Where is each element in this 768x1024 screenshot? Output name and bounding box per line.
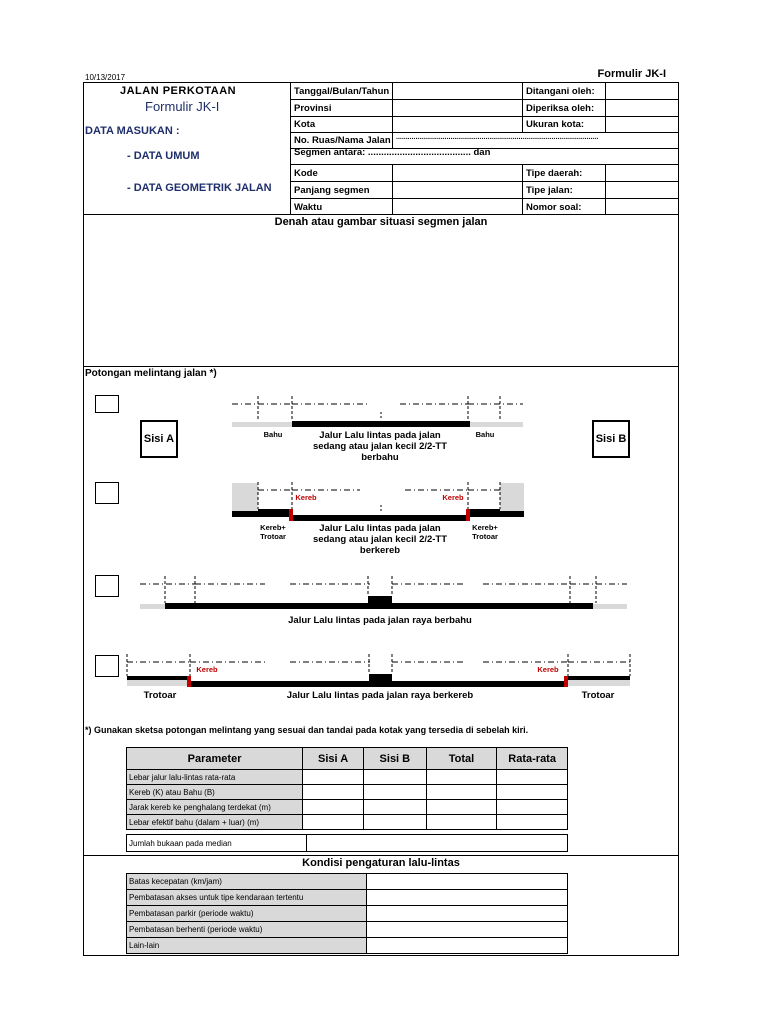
table-row [127,770,568,785]
cell-input[interactable] [497,770,568,785]
kereb-raya-right: Kereb [537,665,559,674]
kondisi-input[interactable] [367,906,568,922]
label-data-geometrik: - DATA GEOMETRIK JALAN [127,182,272,194]
title-formulir: Formulir JK-I [145,99,220,114]
label-tipe-jalan: Tipe jalan: [526,185,573,196]
caption-4: Jalur Lalu lintas pada jalan raya berkereb [286,690,474,701]
table-row [127,874,568,890]
bahu-left-label: Bahu [263,430,283,439]
label-ditangani: Ditangani oleh: [526,86,595,97]
diagram-raya-berbahu [140,576,627,609]
label-ruas: No. Ruas/Nama Jalan [294,135,391,146]
param-header-sisi-a: Sisi A [303,748,364,770]
kondisi-row-label: Pembatasan parkir (periode waktu) [127,906,367,922]
table-row [127,890,568,906]
kondisi-input[interactable] [367,938,568,954]
kondisi-title: Kondisi pengaturan lalu-lintas [302,857,460,869]
label-data-umum: - DATA UMUM [127,150,200,162]
kondisi-input[interactable] [367,890,568,906]
caption-3: Jalur Lalu lintas pada jalan raya berbahu [288,615,472,626]
kondisi-input[interactable] [367,922,568,938]
param-header-sisi-b: Sisi B [363,748,426,770]
kereb-trotoar-left-1: Kereb+ [260,523,286,532]
cell-input[interactable] [497,815,568,830]
denah-title: Denah atau gambar situasi segmen jalan [274,216,488,228]
title-jalan-perkotaan: JALAN PERKOTAAN [120,85,237,97]
kondisi-table [126,873,568,954]
label-diperiksa: Diperiksa oleh: [526,103,595,114]
cell-input[interactable] [426,800,497,815]
caption-2-line2: sedang atau jalan kecil 2/2-TT [312,534,448,545]
param-row-label: Lebar efektif bahu (dalam + luar) (m) [127,815,303,830]
label-nomor-soal: Nomor soal: [526,202,582,213]
diagram-berkereb-kecil [232,482,524,521]
sisi-b-label: Sisi B [595,433,627,445]
cell-input[interactable] [363,815,426,830]
ruas-dots: ........................................................................................................ [396,134,599,141]
kereb-right-label: Kereb [442,493,464,502]
form-code-top: Formulir JK-I [597,68,666,80]
label-tanggal: Tanggal/Bulan/Tahun [294,86,390,97]
bahu-right-label: Bahu [475,430,495,439]
kondisi-input[interactable] [367,874,568,890]
cell-input[interactable] [363,770,426,785]
cell-input[interactable] [497,785,568,800]
potongan-title: Potongan melintang jalan *) [85,368,217,379]
kereb-trotoar-right-2: Trotoar [472,532,498,541]
param-header-total: Total [426,748,497,770]
table-row [127,835,568,852]
label-kode: Kode [294,168,318,179]
param-row-label: Jarak kereb ke penghalang terdekat (m) [127,800,303,815]
label-data-masukan: DATA MASUKAN : [85,125,180,137]
potongan-note: *) Gunakan sketsa potongan melintang yang sesuai dan tandai pada kotak yang tersedia di sebelah kiri. [85,725,529,735]
param-header-rata-rata: Rata-rata [497,748,568,770]
cell-input[interactable] [303,815,364,830]
cell-input[interactable] [303,800,364,815]
cell-input[interactable] [426,770,497,785]
cell-input[interactable] [426,785,497,800]
kereb-raya-left: Kereb [196,665,218,674]
kondisi-row-label: Lain-lain [127,938,367,954]
label-ukuran-kota: Ukuran kota: [526,119,585,130]
table-row [127,906,568,922]
label-segmen: Segmen antara: ....................................... dan [294,147,491,158]
median-row-label: Jumlah bukaan pada median [127,835,307,852]
table-row [127,815,568,830]
median-table [126,834,568,852]
kereb-left-label: Kereb [295,493,317,502]
param-row-label: Lebar jalur lalu-lintas rata-rata [127,770,303,785]
kondisi-row-label: Pembatasan akses untuk tipe kendaraan tertentu [127,890,367,906]
parameter-table [126,747,568,830]
caption-2-line3: berkereb [359,545,401,553]
table-row [127,938,568,954]
label-panjang: Panjang segmen [294,185,370,196]
cell-input[interactable] [363,785,426,800]
kondisi-row-label: Batas kecepatan (km/jam) [127,874,367,890]
caption-2-line1: Jalur Lalu lintas pada jalan [319,523,441,534]
kondisi-row-label: Pembatasan berhenti (periode waktu) [127,922,367,938]
cell-input[interactable] [426,815,497,830]
median-input[interactable] [307,835,568,852]
kereb-trotoar-right-1: Kereb+ [472,523,498,532]
cell-input[interactable] [303,770,364,785]
table-row [127,922,568,938]
param-row-label: Kereb (K) atau Bahu (B) [127,785,303,800]
table-row [127,785,568,800]
param-header-parameter: Parameter [127,748,303,770]
table-row [127,800,568,815]
label-tipe-daerah: Tipe daerah: [526,168,583,179]
label-waktu: Waktu [294,202,323,213]
label-provinsi: Provinsi [294,103,332,114]
form-date: 10/13/2017 [85,73,126,82]
caption-1-line1: Jalur Lalu lintas pada jalan [319,430,441,441]
cell-input[interactable] [497,800,568,815]
cell-input[interactable] [363,800,426,815]
trotoar-left-label: Trotoar [143,690,177,701]
caption-1-line2: sedang atau jalan kecil 2/2-TT [312,441,448,452]
sisi-a-label: Sisi A [143,433,175,445]
cell-input[interactable] [303,785,364,800]
caption-1-line3: berbahu [361,452,399,460]
diagram-berbahu-kecil [232,396,523,427]
label-kota: Kota [294,119,316,130]
trotoar-right-label: Trotoar [581,690,615,701]
kereb-trotoar-left-2: Trotoar [260,532,286,541]
